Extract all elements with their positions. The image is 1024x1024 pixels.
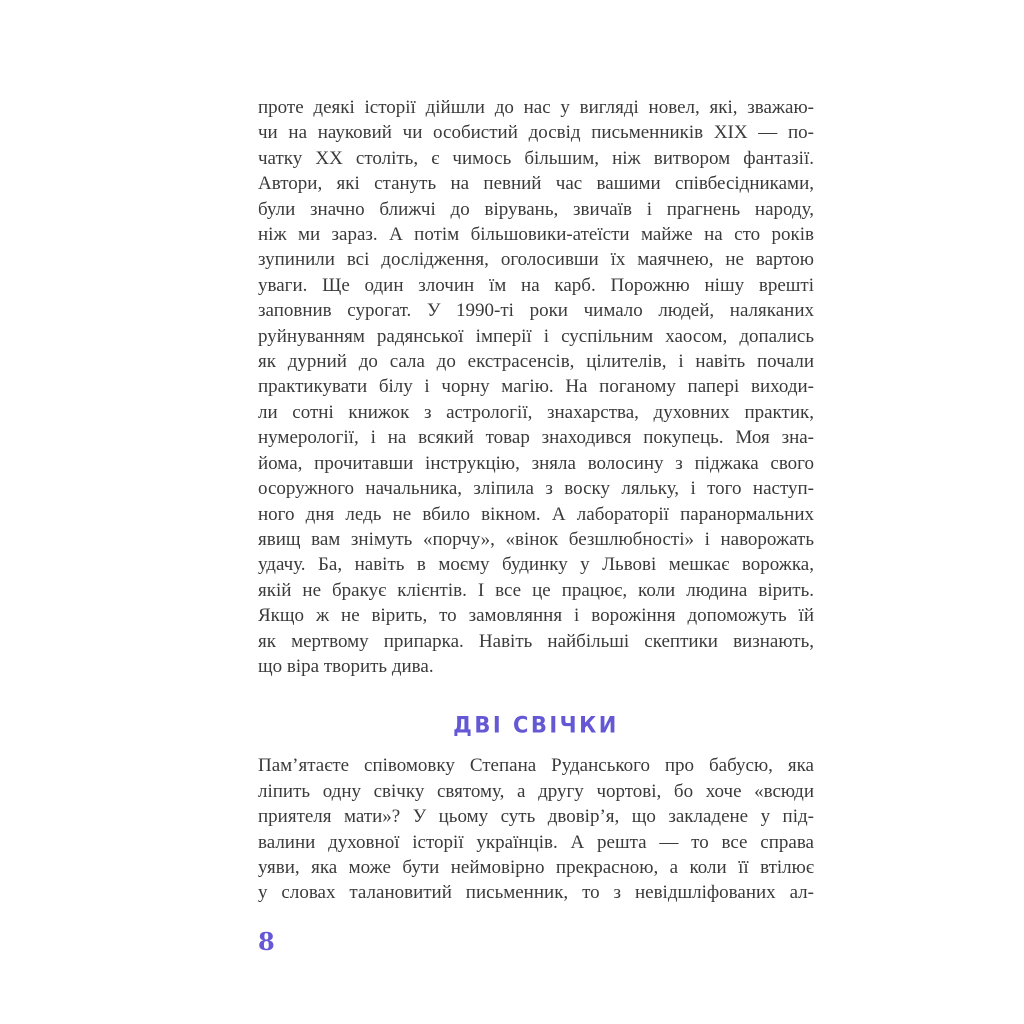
text-line: чатку XX століть, є чимось більшим, ніж витвором фантазії. — [258, 147, 814, 169]
page-number: 8 — [258, 927, 275, 956]
text-line: уяви, яка може бути неймовірно прекрасною, а коли її втілює — [258, 856, 814, 878]
text-line: як мертвому припарка. Навіть найбільші скептики визнають, — [258, 630, 814, 652]
text-line: Якщо ж не вірить, то замовляння і ворожіння допоможуть їй — [258, 605, 814, 627]
text-line: чи на науковий чи особистий досвід письменників XIX — по- — [258, 122, 814, 144]
text-line: практикувати білу і чорну магію. На поганому папері виходи- — [258, 376, 814, 398]
paragraph-intro-continuation — [258, 95, 814, 679]
text-line: явищ вам знімуть «порчу», «вінок безшлюбності» і наворожать — [258, 528, 814, 550]
text-line: ли сотні книжок з астрології, знахарства, духовних практик, — [258, 401, 814, 423]
text-line: проте деякі історії дійшли до нас у вигляді новел, які, зважаю- — [258, 97, 814, 118]
text-line: у словах талановитий письменник, то з невідшліфованих ал- — [258, 882, 814, 904]
text-line: йома, прочитавши інструкцію, зняла волосину з піджака свого — [258, 452, 814, 474]
text-line: були значно ближчі до вірувань, звичаїв і прагнень народу, — [258, 198, 814, 220]
text-line: ліпить одну свічку святому, а другу чортові, бо хоче «всюди — [258, 780, 814, 802]
text-line: приятеля мати»? У цьому суть двовір’я, що закладене у під- — [258, 806, 814, 828]
text-line: ного дня ледь не вбило вікном. А лабораторії паранормальних — [258, 503, 814, 525]
text-line: зупинили всі дослідження, оголосивши їх маячнею, не вартою — [258, 249, 814, 271]
page-content — [258, 95, 814, 906]
paragraph-two-candles — [258, 753, 814, 905]
text-line: ніж ми зараз. А потім більшовики-атеїсти майже на сто років — [258, 224, 814, 246]
text-line: удачу. Ба, навіть в моєму будинку у Львові мешкає ворожка, — [258, 554, 814, 576]
text-line: валини духовної історії українців. А решта — то все справа — [258, 831, 814, 853]
text-line: Автори, які стануть на певний час вашими співбесідниками, — [258, 173, 814, 195]
text-line: заповнив сурогат. У 1990-ті роки чимало людей, наляканих — [258, 300, 814, 322]
chapter-heading: ДВІ СВІЧКИ — [453, 712, 619, 738]
text-line: осоружного начальника, зліпила з воску ляльку, і того наступ- — [258, 478, 814, 500]
text-line: якій не бракує клієнтів. І все це працює, коли людина вірить. — [258, 579, 814, 601]
text-line: руйнуванням радянської імперії і суспільним хаосом, допались — [258, 325, 814, 347]
text-line: Пам’ятаєте співомовку Степана Руданського про бабусю, яка — [258, 755, 814, 777]
text-line: що віра творить дива. — [258, 655, 434, 677]
text-line: як дурний до сала до екстрасенсів, цілителів, і навіть почали — [258, 351, 814, 373]
text-line: нумерології, і на всякий товар знаходився покупець. Моя зна- — [258, 427, 814, 449]
text-line: уваги. Ще один злочин їм на карб. Порожню нішу врешті — [258, 274, 814, 296]
